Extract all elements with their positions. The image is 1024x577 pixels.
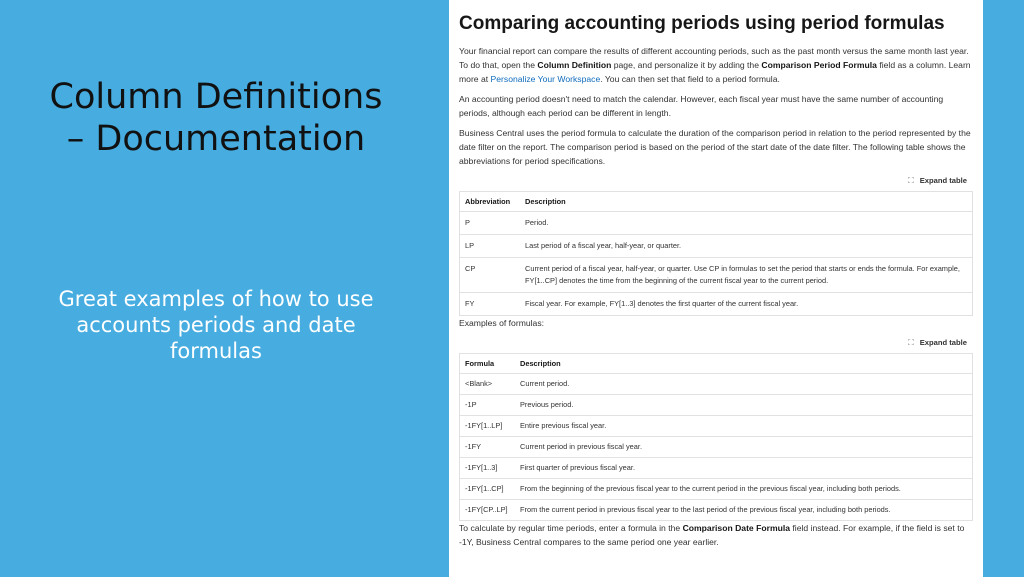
table-row bbox=[460, 395, 973, 416]
table-cell: <Blank> bbox=[460, 374, 516, 395]
text: To calculate by regular time periods, enter a formula in the bbox=[459, 523, 683, 533]
column-header: Description bbox=[515, 354, 973, 374]
table-cell: P bbox=[460, 212, 521, 235]
table-cell: -1P bbox=[460, 395, 516, 416]
table-cell: From the beginning of the previous fiscal year to the current period in the previous fiscal year, including both periods. bbox=[515, 479, 973, 500]
table-cell: Entire previous fiscal year. bbox=[515, 416, 973, 437]
table-row bbox=[460, 212, 973, 235]
text: field instead. For example, if the field is set to -1Y, Business Central compares to the same period one year earlier. bbox=[459, 523, 965, 547]
table-row bbox=[460, 293, 973, 316]
table-cell: Current period in previous fiscal year. bbox=[515, 437, 973, 458]
formula-table bbox=[459, 353, 973, 521]
table-row bbox=[460, 416, 973, 437]
doc-paragraph-periods: An accounting period doesn't need to match the calendar. However, each fiscal year must have the same number of accounting periods, although each period can be different in length. bbox=[459, 94, 944, 118]
table-header-row bbox=[460, 354, 973, 374]
text: field as a column. Learn more at bbox=[459, 60, 971, 84]
table-row bbox=[460, 374, 973, 395]
doc-heading: Comparing accounting periods using period formulas bbox=[459, 13, 945, 34]
slide-title: Column Definitions – Documentation bbox=[49, 77, 383, 159]
table-cell: First quarter of previous fiscal year. bbox=[515, 458, 973, 479]
table-cell: -1FY[1..CP] bbox=[460, 479, 516, 500]
table-cell: -1FY[1..LP] bbox=[460, 416, 516, 437]
documentation-screenshot bbox=[449, 0, 983, 577]
table-cell: Fiscal year. For example, FY[1..3] denotes the first quarter of the current fiscal year. bbox=[520, 293, 973, 316]
personalize-workspace-link[interactable]: Personalize Your Workspace bbox=[490, 74, 601, 84]
examples-label: Examples of formulas: bbox=[459, 318, 545, 328]
expand-icon: ⛶ bbox=[908, 176, 914, 185]
column-header: Formula bbox=[460, 354, 516, 374]
doc-paragraph-formula: Business Central uses the period formula to calculate the duration of the comparison period in relation to the period represented by the date filter on the report. The comparison period is based on the period of the start date of the date filter. The following table shows the abbreviations for period specifications. bbox=[459, 128, 971, 166]
table-row bbox=[460, 458, 973, 479]
column-header: Abbreviation bbox=[460, 192, 521, 212]
table-cell: Period. bbox=[520, 212, 973, 235]
slide-subtitle: Great examples of how to use accounts periods and date formulas bbox=[58, 287, 374, 363]
table-cell: From the current period in previous fiscal year to the last period of the previous fiscal year, including both periods. bbox=[515, 500, 973, 521]
expand-table-button[interactable] bbox=[459, 338, 967, 348]
table-cell: Current period of a fiscal year, half-year, or quarter. Use CP in formulas to set the period that starts or ends the formula. For example, FY[1..CP] denotes the time from the beginning of the current fiscal year to the current period. bbox=[520, 258, 973, 293]
bold-text: Column Definition bbox=[537, 60, 612, 70]
table-row bbox=[460, 235, 973, 258]
expand-table-label: Expand table bbox=[919, 176, 967, 185]
expand-icon: ⛶ bbox=[908, 338, 914, 347]
doc-paragraph-date-formula bbox=[459, 521, 973, 549]
expand-table-button[interactable] bbox=[459, 176, 967, 186]
table-cell: -1FY[CP..LP] bbox=[460, 500, 516, 521]
column-header: Description bbox=[520, 192, 973, 212]
table-cell: -1FY[1..3] bbox=[460, 458, 516, 479]
table-cell: -1FY bbox=[460, 437, 516, 458]
table-row bbox=[460, 258, 973, 293]
text: page, and personalize it by adding the bbox=[611, 60, 762, 70]
table-cell: CP bbox=[460, 258, 521, 293]
abbreviation-table bbox=[459, 191, 973, 316]
table-cell: LP bbox=[460, 235, 521, 258]
table-cell: FY bbox=[460, 293, 521, 316]
expand-table-label: Expand table bbox=[919, 338, 967, 347]
doc-paragraph-intro bbox=[459, 44, 973, 86]
table-header-row bbox=[460, 192, 973, 212]
text: Your financial report can compare the results of different accounting periods, such as the past month versus the same month last year. To do that, open the bbox=[459, 46, 969, 70]
text: . You can then set that field to a period formula. bbox=[600, 74, 780, 84]
table-row bbox=[460, 437, 973, 458]
table-cell: Current period. bbox=[515, 374, 973, 395]
table-cell: Previous period. bbox=[515, 395, 973, 416]
table-cell: Last period of a fiscal year, half-year, or quarter. bbox=[520, 235, 973, 258]
bold-text: Comparison Date Formula bbox=[682, 523, 791, 533]
table-row bbox=[460, 479, 973, 500]
table-row bbox=[460, 500, 973, 521]
bold-text: Comparison Period Formula bbox=[761, 60, 877, 70]
